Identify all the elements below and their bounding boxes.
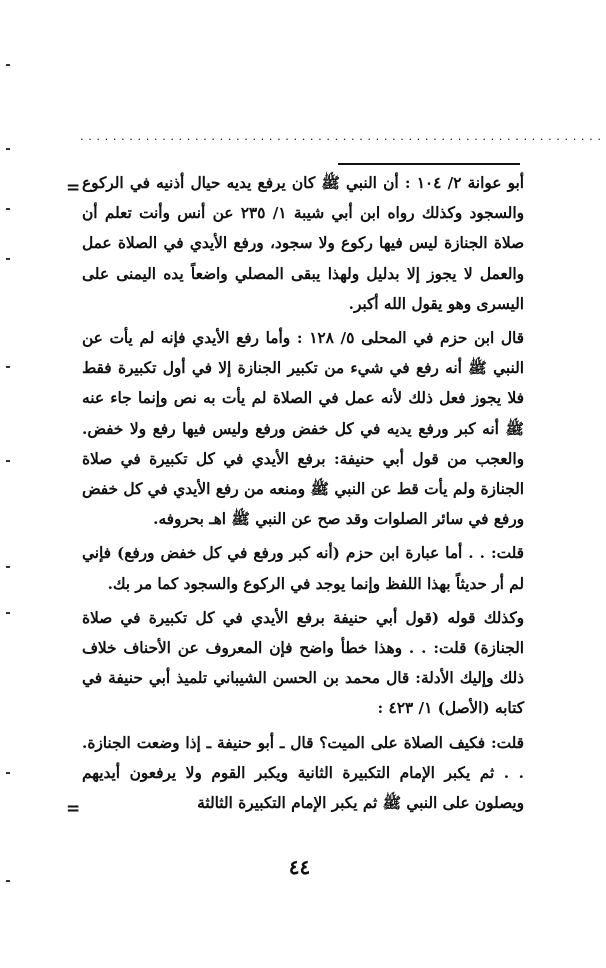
scan-margin-mark xyxy=(6,258,10,260)
dotted-separator: ................................................................ xyxy=(80,128,606,143)
scan-margin-mark xyxy=(6,366,10,368)
scan-margin-mark xyxy=(6,612,10,614)
continuation-mark-top: = xyxy=(66,178,81,198)
scan-margin-mark xyxy=(6,880,10,882)
continuation-mark-bottom: = xyxy=(66,799,81,819)
footnote-rule xyxy=(338,163,520,165)
scan-margin-mark xyxy=(6,208,10,210)
scan-margin-mark xyxy=(6,772,10,774)
scan-margin-mark xyxy=(6,566,10,568)
paragraph-3: قلت: . . أما عبارة ابن حزم (أنه كبر ورفع في كل خفض ورفع) فإني لم أر حديثاً بهذا اللفظ وإنما يوجد في الركوع والسجود كما مر بك. xyxy=(82,544,524,593)
scan-margin-mark xyxy=(6,460,10,462)
paragraph-5: قلت: فكيف الصلاة على الميت؟ قال ـ أبو حنيفة ـ إذا وضعت الجنازة. . . ثم يكبر الإمام التكبيرة الثانية ويكبر القوم ولا يرفعون أيديهم ويصلون على النبي ﷺ ثم يكبر الإمام التكبيرة الثالثة xyxy=(82,733,524,813)
scan-margin-mark xyxy=(6,64,10,66)
footnote-text xyxy=(82,168,524,818)
page-number: ٤٤ xyxy=(288,855,311,879)
scan-margin-mark xyxy=(6,148,10,150)
paragraph-1: أبو عوانة ٢/ ١٠٤ : أن النبي ﷺ كان يرفع يديه حيال أذنيه في الركوع والسجود وكذلك رواه ابن أبي شيبة ١/ ٢٣٥ عن أنس وأنت تعلم أن صلاة الجنازة ليس فيها ركوع ولا سجود، ورفع الأيدي في الصلاة عمل والعمل لا يجوز إلا بدليل ولهذا يبقى المصلي واضعاً يده اليمنى على اليسرى وهو يقول الله أكبر. xyxy=(82,174,524,313)
paragraph-4: وكذلك قوله (قول أبي حنيفة برفع الأيدي في كل تكبيرة في صلاة الجنازة) قلت: . . وهذا خطأ واضح فإن المعروف عن الأحناف خلاف ذلك وإليك الأدلة: قال محمد بن الحسن الشيباني تلميذ أبي حنيفة في كتابه (الأصل) ١/ ٤٢٣ : xyxy=(82,608,524,718)
paragraph-2: قال ابن حزم في المحلى ٥/ ١٢٨ : وأما رفع الأيدي فإنه لم يأت عن النبي ﷺ أنه رفع في شيء من تكبير الجنازة إلا في أول تكبيرة فقط فلا يجوز فعل ذلك لأنه عمل في الصلاة لم يأت به نص وإنما جاء عنه ﷺ أنه كبر ورفع يديه في كل خفض ورفع وليس فيها رفع ولا خفض. والعجب من قول أبي حنيفة: برفع الأيدي في كل تكبيرة في صلاة الجنازة ولم يأت قط عن النبي ﷺ ومنعه من رفع الأيدي في كل خفض ورفع في سائر الصلوات وقد صح عن النبي ﷺ اهـ بحروفه. xyxy=(82,329,524,529)
